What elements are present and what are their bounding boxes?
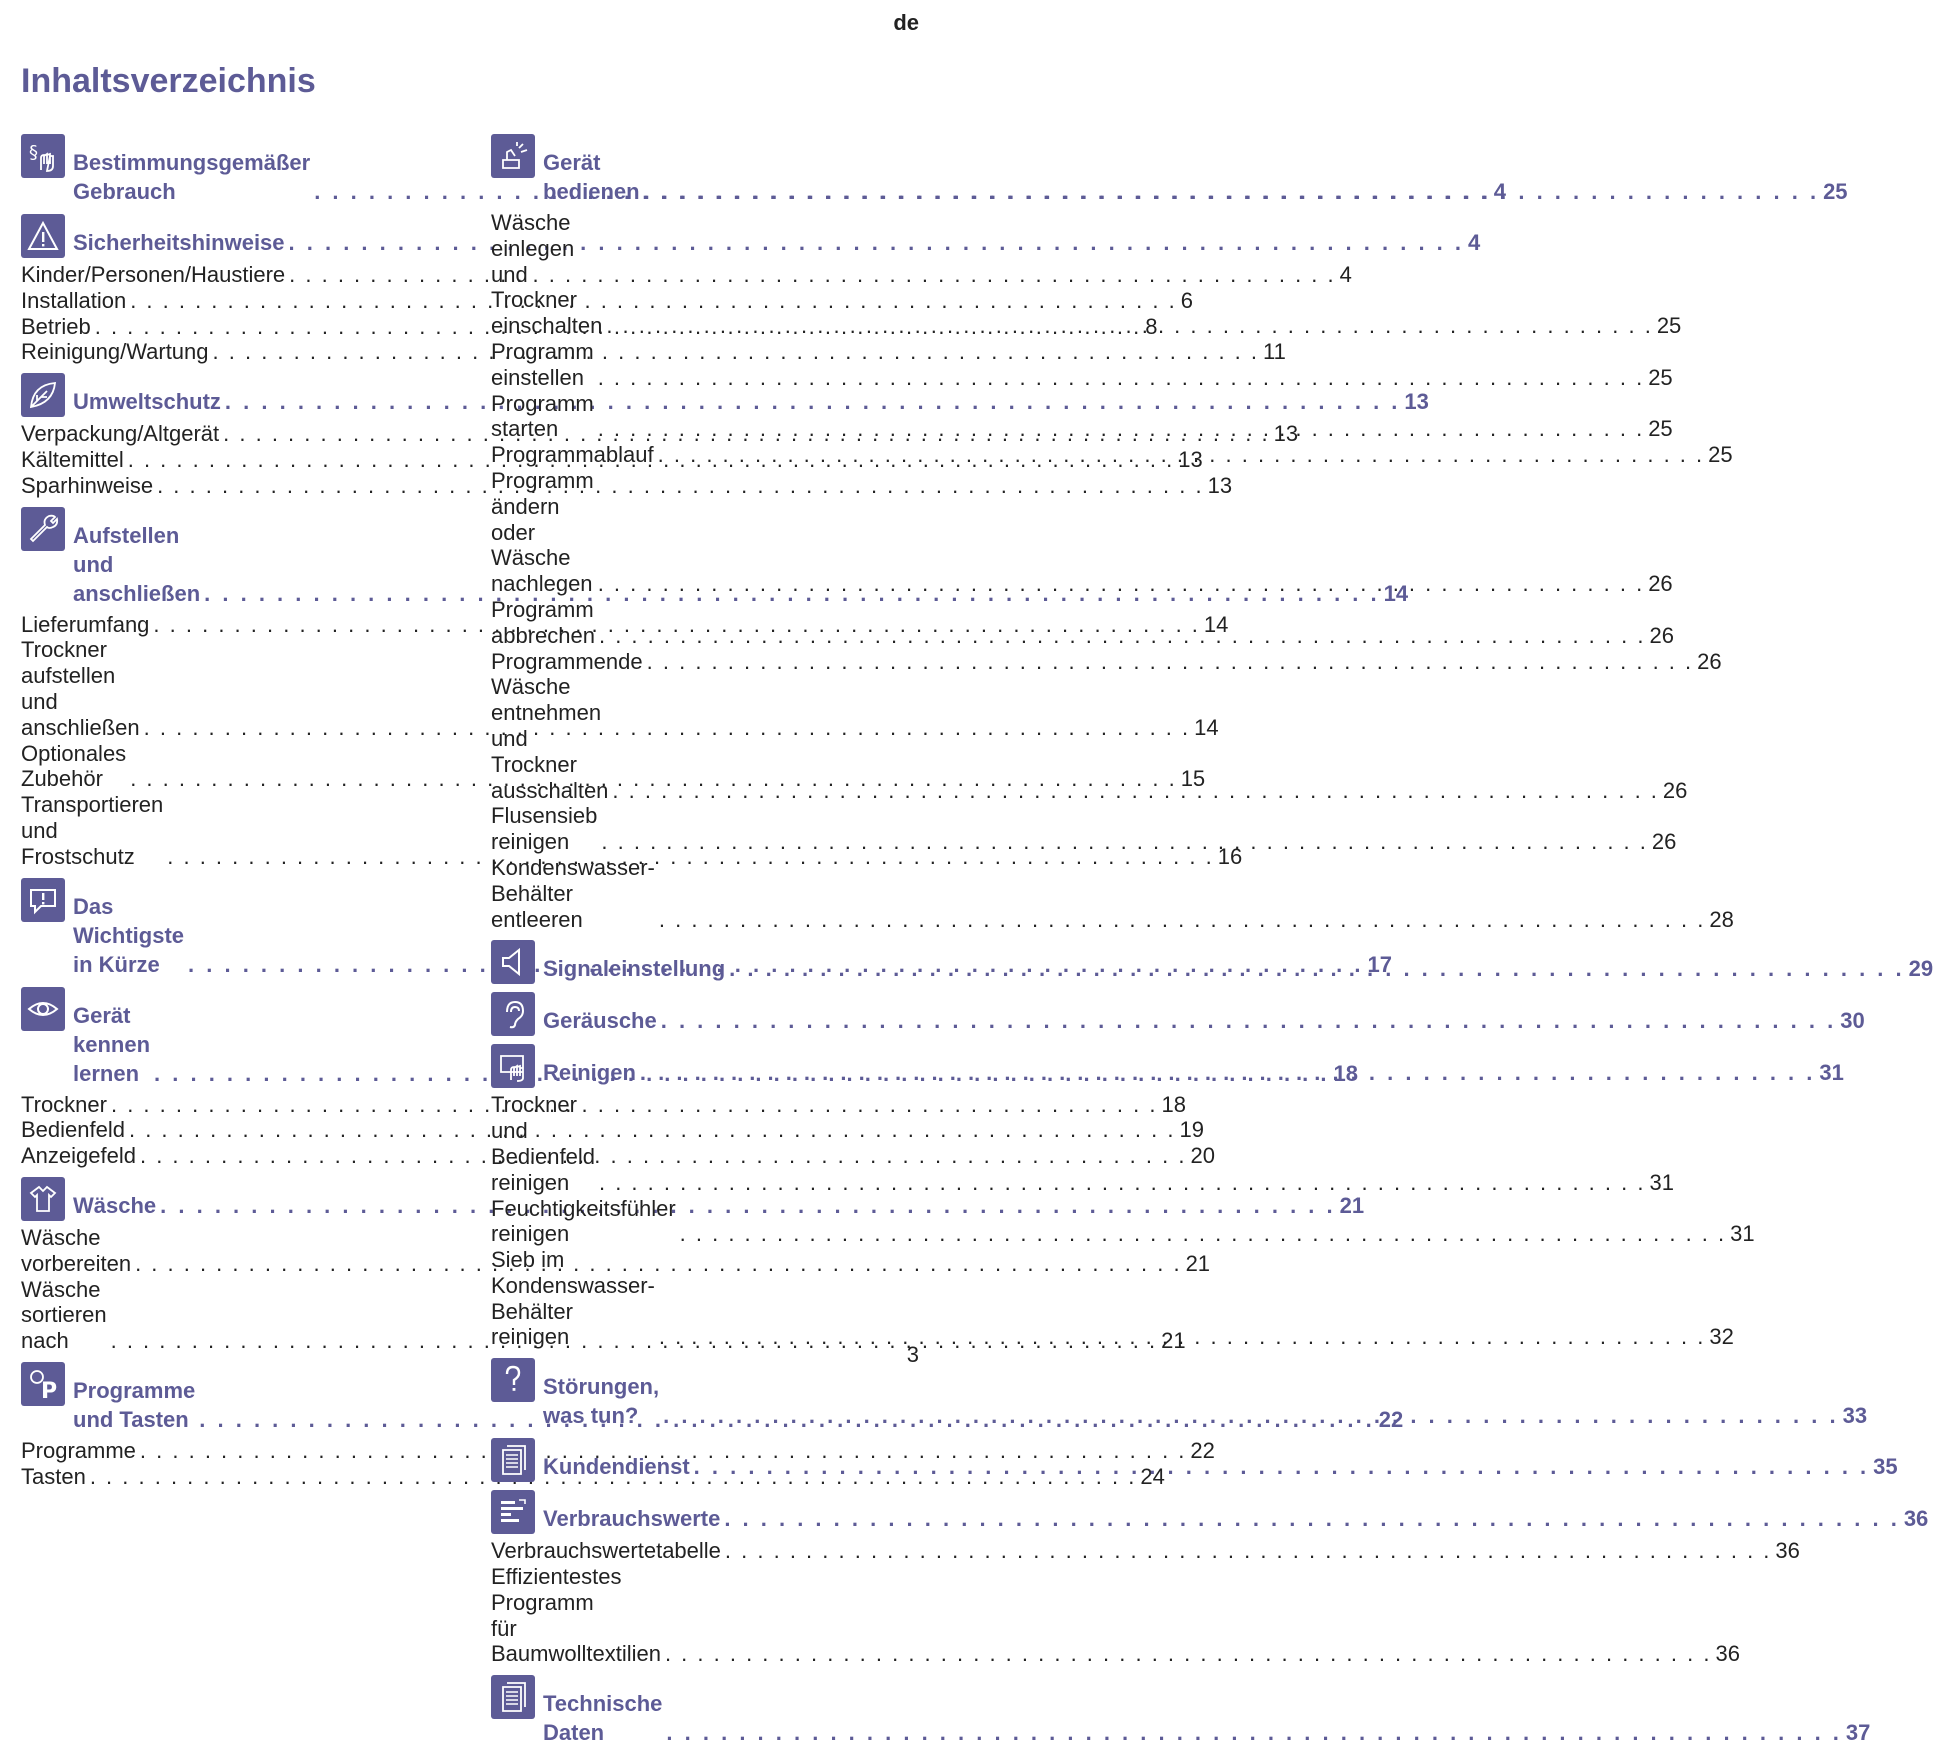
- entry-label: Kondenswasser-Behälter entleeren: [491, 854, 655, 932]
- leader-dots: [659, 907, 1706, 933]
- section-page-number: 30: [1840, 1008, 1865, 1034]
- document-icon: [491, 1438, 535, 1482]
- entry-page-number: 15: [1180, 766, 1206, 792]
- entry-label: Installation: [21, 287, 127, 313]
- entry-page-number: 13: [1207, 472, 1233, 498]
- paragraph-hand-icon: [21, 134, 65, 178]
- toc-section-geräusche: [491, 992, 1865, 1036]
- entry-label: Tasten: [21, 1463, 86, 1489]
- section-title: Gerät kennen lernen: [73, 1002, 151, 1086]
- entry-page-number: 19: [1179, 1117, 1204, 1143]
- section-page-number: 31: [1819, 1060, 1844, 1086]
- leader-dots: [598, 416, 1645, 442]
- leader-dots: [606, 313, 1653, 339]
- entry-page-number: 11: [1263, 339, 1286, 365]
- entry-page-number: 25: [1648, 416, 1673, 442]
- section-title: Kundendienst: [543, 1454, 690, 1480]
- eye-icon: [21, 987, 65, 1031]
- program-p-icon: [21, 1362, 65, 1406]
- entry-page-number: 24: [1140, 1463, 1165, 1489]
- leader-dots: [647, 649, 1694, 675]
- leader-dots: [599, 1170, 1646, 1196]
- section-title: Geräusche: [543, 1008, 657, 1034]
- svg-text:P: P: [41, 1378, 58, 1404]
- entry-label: Anzeigefeld: [21, 1143, 136, 1169]
- section-page-number: 14: [1383, 580, 1409, 606]
- toc-entry[interactable]: [21, 1091, 1186, 1118]
- section-title: Signaleinstellung: [543, 956, 726, 982]
- entry-page-number: 36: [1715, 1641, 1740, 1667]
- section-page-number: 17: [1367, 951, 1393, 977]
- section-title: Gerät bedienen: [543, 150, 640, 204]
- leader-dots: [663, 1401, 1839, 1430]
- section-title: Das Wichtigste in Kürze: [73, 893, 185, 977]
- toc-entry[interactable]: [21, 1117, 1204, 1143]
- entry-page-number: 8: [1145, 313, 1158, 339]
- leader-dots: [729, 954, 1905, 983]
- leader-dots: [725, 1538, 1772, 1564]
- leader-dots: [598, 571, 1645, 597]
- section-title: Reinigen: [543, 1060, 636, 1086]
- entry-page-number: 13: [1273, 421, 1299, 447]
- toc-entry[interactable]: [491, 1564, 1740, 1667]
- entry-label: Programm ändern oder Wäsche nachlegen: [491, 467, 594, 597]
- entry-page-number: 26: [1651, 829, 1677, 855]
- section-title: Verbrauchswerte: [543, 1506, 721, 1532]
- entry-label: Verbrauchswertetabelle: [491, 1538, 721, 1564]
- section-title: Störungen, was tun?: [543, 1374, 660, 1429]
- wrench-icon: [21, 507, 65, 551]
- entry-label: Wäsche einlegen und Trockner einschalten: [491, 210, 603, 339]
- leader-dots: [694, 1452, 1870, 1481]
- entry-label: Trockner: [21, 1091, 107, 1117]
- entry-label: Flusensieb reinigen: [491, 803, 598, 855]
- entry-page-number: 36: [1775, 1538, 1800, 1564]
- entry-page-number: 32: [1709, 1324, 1734, 1350]
- entry-label: Kältemittel: [21, 446, 124, 472]
- question-icon: [491, 1358, 535, 1402]
- document-icon: [491, 1675, 535, 1719]
- entry-label: Programmablauf: [491, 442, 654, 468]
- section-title: Bestimmungsgemäßer Gebrauch: [73, 150, 311, 204]
- entry-page-number: 14: [1203, 611, 1229, 637]
- leader-dots: [599, 623, 1646, 649]
- toc-section-technische-daten: [491, 1675, 1871, 1747]
- toc-entry[interactable]: [21, 262, 1352, 288]
- entry-label: Verpackung/Altgerät: [21, 421, 220, 447]
- entry-page-number: 21: [1161, 1328, 1186, 1354]
- toc-section-heading[interactable]: [491, 1675, 1871, 1747]
- entry-label: Programmende: [491, 648, 643, 674]
- entry-label: Reinigung/Wartung: [21, 339, 209, 365]
- svg-text:§: §: [29, 142, 38, 163]
- consumption-icon: [491, 1490, 535, 1534]
- section-page-number: 33: [1842, 1403, 1868, 1429]
- entry-label: Betrieb: [21, 313, 91, 339]
- leader-dots: [724, 1504, 1900, 1533]
- toc-entry-list: [491, 1538, 1800, 1667]
- entry-page-number: 25: [1648, 364, 1673, 390]
- entry-page-number: 25: [1656, 313, 1682, 339]
- entry-page-number: 14: [1194, 714, 1219, 740]
- entry-page-number: 21: [1185, 1250, 1211, 1276]
- section-page-number: 35: [1873, 1454, 1898, 1480]
- entry-page-number: 26: [1662, 777, 1688, 803]
- entry-page-number: 31: [1730, 1221, 1755, 1247]
- section-page-number: 4: [1493, 179, 1506, 204]
- section-title: Technische Daten: [543, 1691, 663, 1746]
- entry-page-number: 20: [1190, 1143, 1215, 1169]
- section-page-number: 21: [1339, 1192, 1365, 1218]
- toc-entry[interactable]: [21, 421, 1299, 447]
- entry-label: Wäsche vorbereiten: [21, 1224, 132, 1276]
- entry-page-number: 18: [1161, 1091, 1186, 1117]
- entry-label: Sieb im Kondenswasser-Behälter reinigen: [491, 1247, 655, 1350]
- entry-label: Wäsche sortieren nach: [21, 1276, 107, 1354]
- entry-page-number: 26: [1649, 622, 1674, 648]
- hand-operate-icon: [491, 134, 535, 178]
- toc-entry[interactable]: [491, 210, 1682, 339]
- leader-dots: [659, 1324, 1706, 1350]
- leader-dots: [640, 1058, 1816, 1087]
- section-page-number: 37: [1845, 1720, 1871, 1746]
- toc-section-heading[interactable]: [21, 214, 1481, 258]
- toc-entry[interactable]: [21, 1437, 1215, 1464]
- section-page-number: 22: [1378, 1406, 1404, 1432]
- leader-dots: [680, 1221, 1727, 1247]
- entry-page-number: 13: [1178, 446, 1203, 472]
- entry-label: Bedienfeld: [21, 1117, 125, 1143]
- section-page-number: 4: [1468, 230, 1481, 255]
- section-page-number: 18: [1333, 1060, 1358, 1086]
- entry-page-number: 16: [1217, 843, 1243, 869]
- leader-dots: [598, 365, 1645, 391]
- speech-exclamation-icon: [21, 878, 65, 922]
- entry-label: Effizientestes Programm für Baumwolltextilien: [491, 1564, 661, 1667]
- section-title: Programme und Tasten: [73, 1377, 196, 1432]
- section-page-number: 13: [1404, 389, 1429, 415]
- leader-dots: [658, 442, 1705, 468]
- toc-section-heading[interactable]: [491, 1490, 1929, 1534]
- entry-label: Programm einstellen: [491, 338, 594, 390]
- entry-page-number: 22: [1190, 1437, 1215, 1463]
- entry-page-number: 26: [1697, 648, 1722, 674]
- toc-entry[interactable]: [21, 472, 1233, 499]
- toc-entry[interactable]: [21, 740, 1206, 793]
- page-title: Inhaltsverzeichnis: [21, 62, 316, 100]
- entry-label: Kinder/Personen/Haustiere: [21, 262, 286, 287]
- entry-label: Transportieren und Frostschutz: [21, 792, 164, 869]
- entry-label: Programm abbrechen: [491, 596, 595, 648]
- toc-section-heading[interactable]: [491, 992, 1865, 1036]
- warning-triangle-icon: [21, 214, 65, 258]
- toc-entry[interactable]: [491, 803, 1677, 855]
- page-number: 3: [906, 1342, 919, 1367]
- speaker-icon: [491, 940, 535, 984]
- entry-page-number: 25: [1708, 442, 1733, 468]
- toc-entry[interactable]: [21, 1224, 1211, 1277]
- section-page-number: 29: [1908, 956, 1933, 982]
- leader-dots: [661, 1006, 1837, 1035]
- toc-entry[interactable]: [491, 648, 1722, 675]
- entry-label: Optionales Zubehör: [21, 740, 127, 792]
- entry-page-number: 4: [1339, 262, 1352, 287]
- section-page-number: 36: [1903, 1506, 1929, 1532]
- toc-entry[interactable]: [21, 287, 1193, 314]
- entry-page-number: 31: [1649, 1169, 1674, 1195]
- entry-page-number: 26: [1648, 571, 1673, 597]
- section-title: Sicherheitshinweise: [73, 230, 285, 255]
- section-title: Umweltschutz: [73, 389, 221, 415]
- entry-page-number: 6: [1180, 287, 1193, 313]
- language-tag: de: [893, 10, 919, 35]
- section-page-number: 25: [1823, 179, 1848, 204]
- ear-icon: [491, 992, 535, 1036]
- entry-label: Feuchtigkeitsfühler reinigen: [491, 1195, 676, 1247]
- leader-dots: [601, 829, 1648, 855]
- entry-label: Programm starten: [491, 390, 594, 442]
- leader-dots: [644, 177, 1820, 206]
- section-title: Wäsche: [73, 1192, 157, 1218]
- leader-dots: [666, 1718, 1842, 1747]
- section-title: Aufstellen und anschließen: [73, 522, 201, 606]
- toc-entry[interactable]: [21, 313, 1158, 340]
- entry-label: Sparhinweise: [21, 472, 154, 498]
- entry-label: Trockner und Bedienfeld reinigen: [491, 1092, 595, 1195]
- leaf-icon: [21, 373, 65, 417]
- entry-page-number: 28: [1709, 906, 1734, 932]
- entry-label: Trockner aufstellen und anschließen: [21, 637, 140, 740]
- toc-section-verbrauchswerte: [491, 1490, 1929, 1667]
- entry-label: Wäsche entnehmen und Trockner ausschalten: [491, 674, 609, 803]
- leader-dots: [665, 1641, 1712, 1667]
- toc-entry[interactable]: [21, 1143, 1215, 1169]
- leader-dots: [612, 778, 1659, 804]
- entry-label: Lieferumfang: [21, 611, 150, 637]
- toc-section-heading[interactable]: [491, 134, 1848, 206]
- toc-entry[interactable]: [491, 1538, 1800, 1564]
- entry-label: Programme: [21, 1437, 136, 1463]
- cleaning-icon: [491, 1044, 535, 1088]
- laundry-icon: [21, 1177, 65, 1221]
